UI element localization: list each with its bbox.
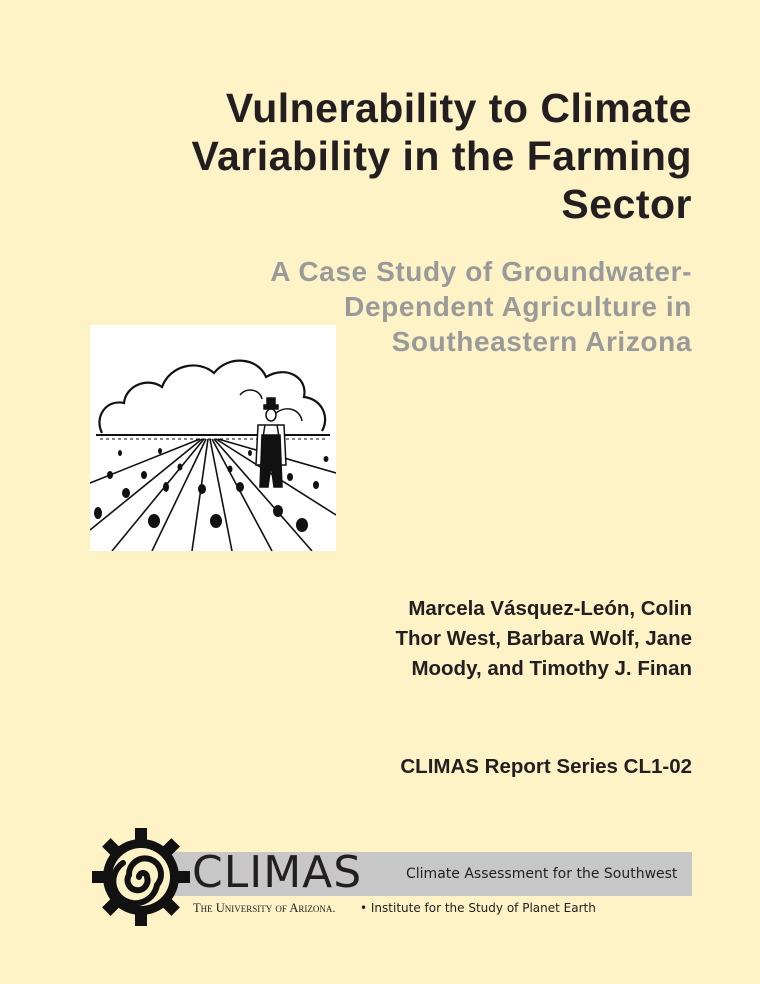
report-title xyxy=(52,84,692,228)
author-line: Marcela Vásquez-León, Colin xyxy=(408,597,692,620)
title-line: Sector xyxy=(561,181,692,227)
title-line: Variability in the Farming xyxy=(191,133,692,179)
subtitle-line: Southeastern Arizona xyxy=(391,326,692,357)
subtitle-line: Dependent Agriculture in xyxy=(344,291,692,322)
report-series: CLIMAS Report Series CL1-02 xyxy=(400,755,692,778)
author-list xyxy=(272,594,692,684)
subtitle-line: A Case Study of Groundwater- xyxy=(270,256,692,287)
author-line: Thor West, Barbara Wolf, Jane xyxy=(395,627,692,650)
institute-name: • Institute for the Study of Planet Earth xyxy=(360,901,596,915)
university-name: The University of Arizona. xyxy=(193,901,336,915)
farmer-field-drawing xyxy=(90,325,336,551)
climas-wordmark: CLIMAS xyxy=(192,847,363,898)
cloud-outline xyxy=(99,361,325,433)
farmer-field-illustration xyxy=(90,325,336,551)
climas-tagline: Climate Assessment for the Southwest xyxy=(406,866,678,882)
author-line: Moody, and Timothy J. Finan xyxy=(411,657,692,680)
title-line: Vulnerability to Climate xyxy=(225,85,692,131)
climas-gear-icon xyxy=(92,828,190,926)
